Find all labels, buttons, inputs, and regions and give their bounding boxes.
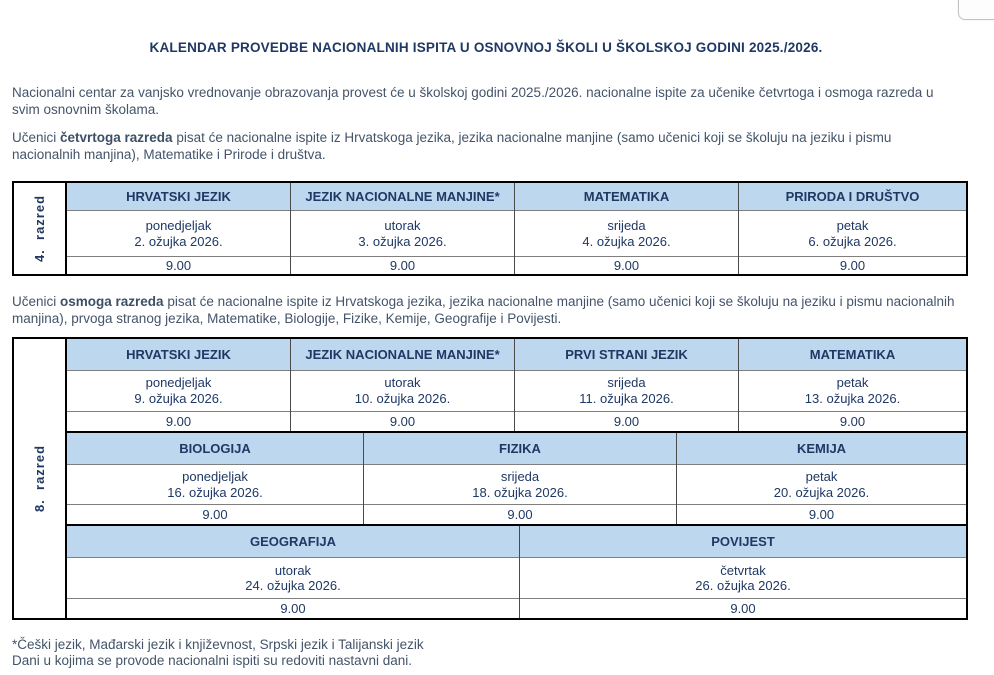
subject-header: POVIJEST	[520, 526, 966, 558]
exam-time: 9.00	[202, 507, 228, 523]
exam-date: 6. ožujka 2026.	[808, 233, 897, 249]
page-title: KALENDAR PROVEDBE NACIONALNIH ISPITA U OSNOVNOJ ŠKOLI U ŠKOLSKOJ GODINI 2025./2026.	[149, 40, 823, 55]
exam-time: 9.00	[839, 258, 866, 273]
subject-header: JEZIK NACIONALNE MANJINE*	[291, 339, 514, 371]
exam-date-cell	[515, 211, 738, 257]
exam-date-cell	[67, 371, 290, 412]
grade8-col-manjine	[290, 339, 514, 431]
exam-day: srijeda	[500, 469, 540, 484]
grade8-col-fizika	[363, 433, 676, 525]
footnote-school-days: Dani u kojima se provode nacionalni ispiti su redoviti nastavni dani.	[12, 653, 412, 668]
grade4-row-label: 4. razred	[32, 194, 47, 263]
grade8-col-strani-jezik	[514, 339, 738, 431]
subject-header: GEOGRAFIJA	[67, 526, 519, 558]
exam-time: 9.00	[808, 507, 835, 523]
exam-date: 11. ožujka 2026.	[579, 390, 674, 406]
grade8-col-biologija	[67, 433, 363, 525]
exam-date-cell	[739, 211, 966, 257]
exam-date: 10. ožujka 2026.	[354, 390, 451, 406]
grade4-row-label-cell	[14, 183, 67, 274]
exam-date-cell	[520, 558, 966, 599]
exam-date: 2. ožujka 2026.	[134, 233, 223, 249]
subject-header: FIZIKA	[364, 433, 676, 465]
exam-date-cell	[364, 465, 676, 506]
exam-date-cell	[739, 371, 966, 412]
exam-date: 3. ožujka 2026.	[358, 233, 447, 249]
subject-header: KEMIJA	[677, 433, 966, 465]
exam-time: 9.00	[165, 258, 192, 273]
grade8-col-geografija	[67, 526, 519, 618]
grade8-section-1	[67, 339, 966, 431]
grade8-section-3	[67, 524, 966, 618]
exam-time: 9.00	[165, 413, 192, 429]
grade4-paragraph	[12, 130, 962, 163]
exam-date-cell	[67, 211, 290, 257]
exam-time: 9.00	[389, 258, 416, 273]
subject-header: JEZIK NACIONALNE MANJINE*	[291, 183, 514, 211]
exam-date: 16. ožujka 2026.	[167, 484, 263, 500]
grade4-paragraph-prefix: Učenici	[12, 130, 61, 145]
grade8-paragraph-bold: osmoga razreda	[60, 294, 164, 309]
exam-day: petak	[836, 375, 869, 391]
grade8-paragraph-suffix: pisat će nacionalne ispite iz Hrvatskoga jezika, jezika nacionalne manjine (samo učenici koji se školuju na jeziku i pismu nacionalnih manjina), prvoga stranog jezika, Matematike, Biologije, Fizike, Kemije, Geografije i Povijesti.	[12, 294, 955, 326]
grade8-paragraph	[12, 294, 962, 327]
exam-day: ponedjeljak	[182, 469, 248, 484]
exam-time: 9.00	[280, 601, 306, 617]
exam-day: utorak	[274, 562, 312, 578]
exam-time: 9.00	[613, 258, 640, 273]
subject-header: HRVATSKI JEZIK	[67, 183, 290, 211]
grade4-exam-table	[12, 181, 968, 276]
grade4-col-priroda	[738, 183, 966, 274]
grade4-paragraph-bold: četvrtoga razreda	[60, 130, 173, 145]
exam-date-cell	[67, 558, 519, 599]
grade8-row-label: 8. razred	[32, 444, 47, 513]
exam-day: petak	[805, 469, 838, 484]
grade8-section-2	[67, 431, 966, 525]
exam-day: utorak	[384, 218, 421, 233]
exam-date-cell	[291, 371, 514, 412]
subject-header: BIOLOGIJA	[67, 433, 363, 465]
exam-time: 9.00	[839, 413, 866, 429]
exam-time: 9.00	[730, 601, 756, 617]
exam-day: petak	[836, 218, 869, 233]
grade8-row-label-cell	[14, 339, 67, 618]
exam-day: srijeda	[607, 375, 646, 391]
subject-header: HRVATSKI JEZIK	[67, 339, 290, 371]
grade8-col-hrvatski	[67, 339, 290, 431]
exam-date: 26. ožujka 2026.	[695, 578, 791, 594]
exam-date-cell	[291, 211, 514, 257]
exam-date: 13. ožujka 2026.	[804, 390, 901, 406]
footnote-minority-languages: *Češki jezik, Mađarski jezik i književnost, Srpski jezik i Talijanski jezik	[12, 637, 424, 652]
exam-time: 9.00	[389, 413, 416, 429]
grade4-col-hrvatski	[67, 183, 290, 274]
subject-header: MATEMATIKA	[739, 339, 966, 371]
grade4-paragraph-suffix: pisat će nacionalne ispite iz Hrvatskoga jezika, jezika nacionalne manjine (samo učenici koji se školuju na jeziku i pismu nacionalnih manjina), Matematike i Prirode i društva.	[12, 130, 892, 162]
exam-day: ponedjeljak	[145, 218, 212, 233]
grade4-col-manjine	[290, 183, 514, 274]
truncated-corner-button[interactable]	[958, 0, 994, 20]
exam-day: utorak	[384, 375, 421, 391]
exam-date-cell	[515, 371, 738, 412]
grade8-col-kemija	[676, 433, 966, 525]
grade8-exam-table	[12, 337, 968, 620]
grade8-paragraph-prefix: Učenici	[12, 294, 61, 309]
exam-date: 9. ožujka 2026.	[134, 390, 223, 406]
subject-header: PRIRODA I DRUŠTVO	[739, 183, 966, 211]
subject-header: PRVI STRANI JEZIK	[515, 339, 738, 371]
exam-date: 4. ožujka 2026.	[582, 233, 671, 249]
exam-date: 24. ožujka 2026.	[245, 578, 341, 594]
grade4-col-matematika	[514, 183, 738, 274]
exam-day: četvrtak	[720, 562, 766, 578]
exam-date-cell	[67, 465, 363, 506]
exam-day: ponedjeljak	[145, 375, 212, 391]
exam-date-cell	[677, 465, 966, 506]
exam-time: 9.00	[613, 413, 640, 429]
intro-paragraph: Nacionalni centar za vanjsko vrednovanje obrazovanja provest će u školskoj godini 2025./2026. nacionalne ispite za učenike četvrtoga i osmoga razreda u svim osnovnim školama.	[12, 85, 934, 117]
exam-time: 9.00	[507, 507, 533, 523]
exam-date: 20. ožujka 2026.	[773, 484, 870, 500]
subject-header: MATEMATIKA	[515, 183, 738, 211]
grade8-col-matematika	[738, 339, 966, 431]
grade4-section	[67, 183, 966, 274]
exam-date: 18. ožujka 2026.	[472, 484, 568, 500]
exam-day: srijeda	[607, 218, 646, 233]
grade8-col-povijest	[519, 526, 966, 618]
